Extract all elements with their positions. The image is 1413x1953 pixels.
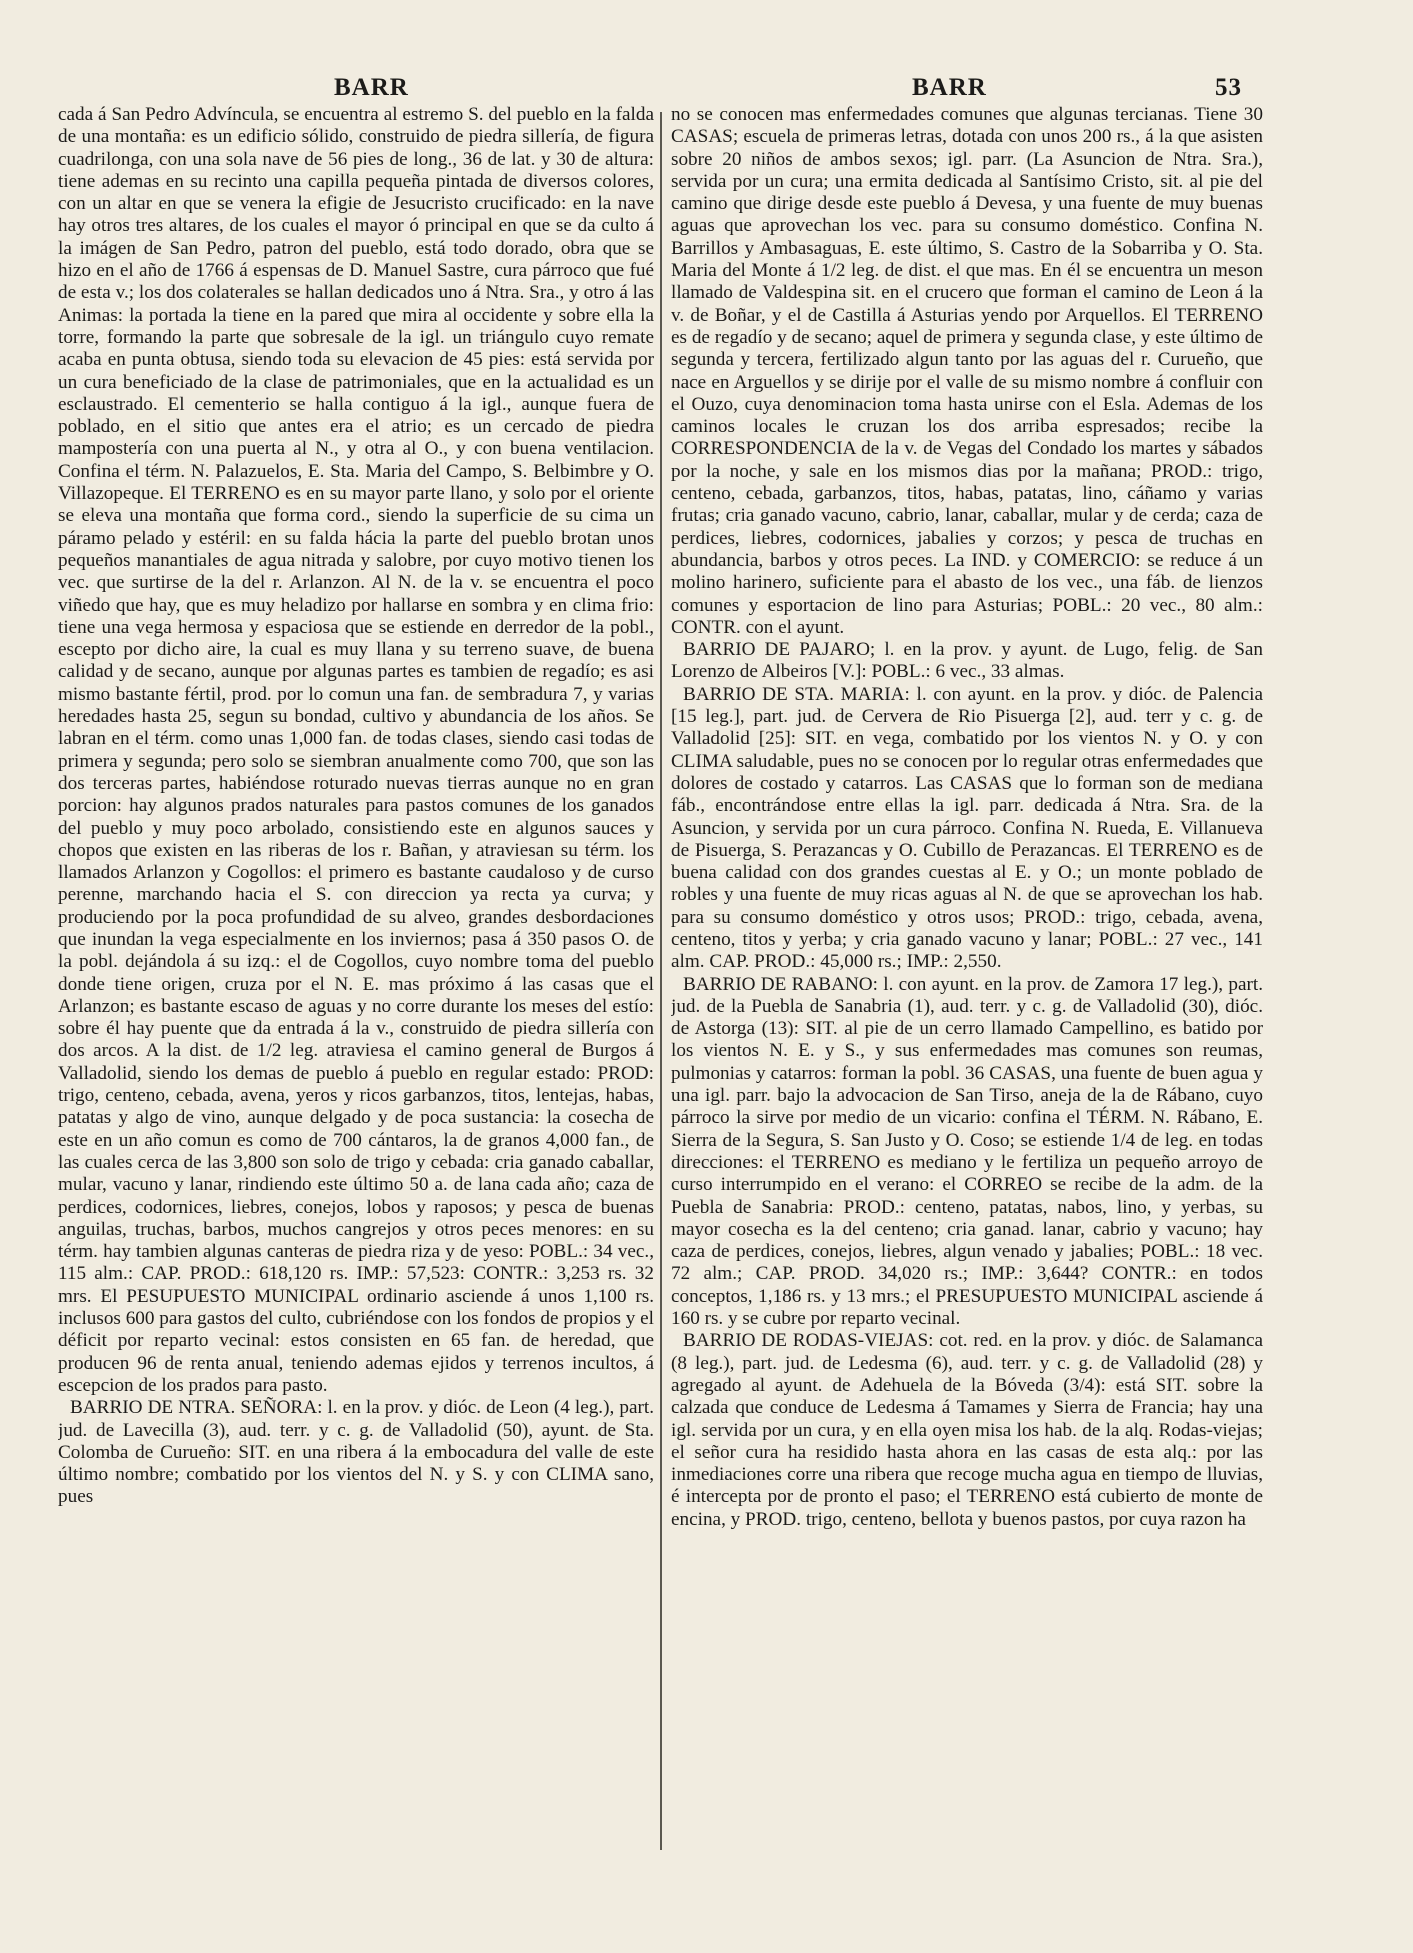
column-divider: [660, 112, 662, 1850]
right-column: [671, 104, 1263, 1849]
entry-paragraph: BARRIO DE RODAS-VIEJAS: cot. red. en la prov. y dióc. de Salamanca (8 leg.), part. jud. de Ledesma (6), aud. terr. y c. g. de Valladolid (28) y agregado al ayunt. de Adehuela de la Bóveda (3/4): está SIT. sobre la calzada que conduce de Ledesma á Tamames y Sierra de Francia; hay una igl. servida por un cura, y en ella oyen misa los hab. de la alq. Rodas-viejas; el señor cura ha residido hasta ahora en las casas de esta alq.: por las inmediaciones corre una ribera que recoge mucha agua en tiempo de lluvias, é intercepta por de pronto el paso; el TERRENO está cubierto de monte de encina, y PROD. trigo, centeno, bellota y buenos pastos, por cuya razon ha: [671, 1330, 1263, 1530]
entry-paragraph: BARRIO DE PAJARO; l. en la prov. y ayunt. de Lugo, felig. de San Lorenzo de Albeiros [V.]: POBL.: 6 vec., 33 almas.: [671, 639, 1263, 683]
left-column: [58, 104, 654, 1849]
entry-paragraph: BARRIO DE STA. MARIA: l. con ayunt. en la prov. y dióc. de Palencia [15 leg.], part. jud. de Cervera de Rio Pisuerga [2], aud. terr y c. g. de Valladolid [25]: SIT. en vega, combatido por los vientos N. y O. y con CLIMA saludable, pues no se conocen por lo regular otras enfermedades que dolores de costado y catarros. Las CASAS que lo forman son de mediana fáb., encontrándose entre ellas la igl. parr. dedicada á Ntra. Sra. de la Asuncion, y servida por un cura párroco. Confina N. Rueda, E. Villanueva de Pisuerga, S. Perazancas y O. Cubillo de Perazancas. El TERRENO es de buena calidad con dos grandes cuestas al E. y O.; un monte poblado de robles y una fuente de muy ricas aguas al N. de que se aprovechan los hab. para su consumo doméstico y otros usos; PROD.: trigo, cebada, avena, centeno, titos y yerba; y cria ganado vacuno y lanar; POBL.: 27 vec., 141 alm. CAP. PROD.: 45,000 rs.; IMP.: 2,550.: [671, 683, 1263, 973]
page-number: 53: [1215, 74, 1242, 101]
running-head-right: BARR: [912, 74, 987, 101]
paragraph: no se conocen mas enfermedades comunes que algunas tercianas. Tiene 30 CASAS; escuela de primeras letras, dotada con unos 200 rs., á la que asisten sobre 20 niños de ambos sexos; igl. parr. (La Asuncion de Ntra. Sra.), servida por un cura; una ermita dedicada al Santísimo Cristo, sit. al pie del camino que dirige desde este pueblo á Devesa, y una fuente de muy buenas aguas que aprovechan los vec. para su consumo doméstico. Confina N. Barrillos y Ambasaguas, E. este último, S. Castro de la Sobarriba y O. Sta. Maria del Monte á 1/2 leg. de dist. el que mas. En él se encuentra un meson llamado de Valdespina sit. en el crucero que forman el camino de Leon á la v. de Boñar, y el de Castilla á Asturias yendo por Arquellos. El TERRENO es de regadío y de secano; aquel de primera y segunda clase, y este último de segunda y tercera, fertilizado algun tanto por las aguas del r. Curueño, que nace en Arguellos y se dirije por el valle de su mismo nombre á confluir con el Ouzo, cuya denominacion toma hasta unirse con el Esla. Ademas de los caminos locales le cruzan los dos arriba espresados; recibe la CORRESPONDENCIA de la v. de Vegas del Condado los martes y sábados por la noche, y sale en los mismos dias por la mañana; PROD.: trigo, centeno, cebada, garbanzos, titos, habas, patatas, lino, cáñamo y varias frutas; cria ganado vacuno, cabrio, lanar, caballar, mular y de cerda; caza de perdices, liebres, codornices, jabalies y corzos; y pesca de truchas en abundancia, barbos y otros peces. La IND. y COMERCIO: se reduce á un molino harinero, suficiente para el abasto de los vec., una fáb. de lienzos comunes y esportacion de lino para Asturias; POBL.: 20 vec., 80 alm.: CONTR. con el ayunt.: [671, 104, 1263, 638]
paragraph: cada á San Pedro Advíncula, se encuentra al estremo S. del pueblo en la falda de una montaña: es un edificio sólido, construido de piedra sillería, de figura cuadrilonga, con una sola nave de 56 pies de long., 36 de lat. y 30 de altura: tiene ademas en su recinto una capilla pequeña pintada de diversos colores, con un altar en que se venera la efigie de Jesucristo crucificado: en la nave hay otros tres altares, de los cuales el mayor ó principal en que se da culto á la imágen de San Pedro, patron del pueblo, está todo dorado, obra que se hizo en el año de 1766 á espensas de D. Manuel Sastre, cura párroco que fué de esta v.; los dos colaterales se hallan dedicados uno á Ntra. Sra., y otro á las Animas: la portada la tiene en la pared que mira al occidente y sobre ella la torre, formando la parte que sobresale de la igl. un triángulo cuyo remate acaba en punta obtusa, siendo toda su elevacion de 45 pies: está servida por un cura beneficiado de la clase de patrimoniales, que en la actualidad es un esclaustrado. El cementerio se halla contiguo á la igl., aunque fuera de poblado, en el sitio que antes era el atrio; es un cercado de piedra mampostería con una puerta al N., y otra al O., y con buena ventilacion. Confina el térm. N. Palazuelos, E. Sta. Maria del Campo, S. Belbimbre y O. Villazopeque. El TERRENO es en su mayor parte llano, y solo por el oriente se eleva una montaña que forma cord., siendo la superficie de su cima un páramo pelado y estéril: en su falda hácia la parte del pueblo brotan unos pequeños manantiales de agua nitrada y salobre, por cuyo motivo tienen los vec. que surtirse de la del r. Arlanzon. Al N. de la v. se encuentra el poco viñedo que hay, que es muy heladizo por hallarse en sombra y en clima frio: tiene una vega hermosa y espaciosa que se estiende en derredor de la pobl., escepto por dicho aire, la cual es muy llana y su terreno suave, de buena calidad y de secano, aunque por algunas partes es tambien de regadío; es asi mismo bastante fértil, prod. por lo comun una fan. de sembradura 7, y varias heredades hasta 25, segun su bondad, cultivo y abundancia de los años. Se labran en el térm. como unas 1,000 fan. de todas clases, siendo casi todas de primera y segunda; pero solo se siembran anualmente como 700, que son las dos terceras partes, habiéndose roturado nuevas tierras aunque no en gran porcion: hay algunos prados naturales para pastos comunes de los ganados del pueblo y muy poco arbolado, consistiendo este en algunos sauces y chopos que existen en las riberas de los r. Bañan, y atraviesan su térm. los llamados Arlanzon y Cogollos: el primero es bastante caudaloso y de curso perenne, marchando hacia el S. con direccion ya recta ya curva; y produciendo por la poca profundidad de su alveo, grandes desbordaciones que inundan la vega especialmente en los inviernos; pasa á 350 pasos O. de la pobl. dejándola á su izq.: el de Cogollos, cuyo nombre toma del pueblo donde tiene origen, cruza por el N. E. mas próximo á las casas que el Arlanzon; es bastante escaso de aguas y no corre durante los meses del estío: sobre él hay puente que da entrada á la v., construido de piedra sillería con dos arcos. A la dist. de 1/2 leg. atraviesa el camino general de Burgos á Valladolid, siendo los demas de pueblo á pueblo en regular estado: PROD: trigo, centeno, cebada, avena, yeros y ricos garbanzos, titos, lentejas, habas, patatas y algo de vino, aunque delgado y de poca sustancia: la cosecha de este en un año comun es como de 700 cántaros, la de granos 4,000 fan., de las cuales cerca de las 3,800 son solo de trigo y cebada: cria ganado caballar, mular, vacuno y lanar, rindiendo este último 50 a. de lana cada año; caza de perdices, codornices, liebres, conejos, lobos y raposos; y pesca de buenas anguilas, truchas, barbos, muchos cangrejos y otros peces menores: en su térm. hay tambien algunas canteras de piedra riza y de yeso: POBL.: 34 vec., 115 alm.: CAP. PROD.: 618,120 rs. IMP.: 57,523: CONTR.: 3,253 rs. 32 mrs. El PESUPUESTO MUNICIPAL ordinario asciende á unos 1,100 rs. inclusos 600 para gastos del culto, cubriéndose con los fondos de propios y el déficit por reparto vecinal: estos consisten en 65 fan. de heredad, que producen 96 de renta anual, teniendo ademas ejidos y terrenos incultos, á escepcion de los prados para pasto.: [58, 104, 654, 1396]
entry-paragraph: BARRIO DE RABANO: l. con ayunt. en la prov. de Zamora 17 leg.), part. jud. de la Puebla de Sanabria (1), aud. terr. y c. g. de Valladolid (30), dióc. de Astorga (13): SIT. al pie de un cerro llamado Campellino, es batido por los vientos N. E. y S., y sus enfermedades mas comunes son reumas, pulmonias y catarros: forman la pobl. 36 CASAS, una fuente de buen agua y una igl. parr. bajo la advocacion de San Tirso, aneja de la de Rábano, cuyo párroco la sirve por medio de un vicario: confina el TÉRM. N. Rábano, E. Sierra de la Segura, S. San Justo y O. Coso; se estiende 1/4 de leg. en todas direcciones: el TERRENO es mediano y le fertiliza un pequeño arroyo de curso interrumpido en el verano: el CORREO se recibe de la adm. de la Puebla de Sanabria: PROD.: centeno, patatas, nabos, lino, y yerbas, su mayor cosecha es la del centeno; cria ganad. lanar, cabrio y vacuno; hay caza de perdices, conejos, liebres, algun venado y jabalies; POBL.: 18 vec. 72 alm.; CAP. PROD. 34,020 rs.; IMP.: 3,644? CONTR.: en todos conceptos, 1,186 rs. y 13 mrs.; el PRESUPUESTO MUNICIPAL asciende á 160 rs. y se cubre por reparto vecinal.: [671, 973, 1263, 1330]
entry-paragraph: BARRIO DE NTRA. SEÑORA: l. en la prov. y dióc. de Leon (4 leg.), part. jud. de Lavecilla (3), aud. terr. y c. g. de Valladolid (50), ayunt. de Sta. Colomba de Curueño: SIT. en una ribera á la embocadura del valle de este último nombre; combatido por los vientos del N. y S. y con CLIMA sano, pues: [58, 1397, 654, 1508]
running-head-left: BARR: [334, 74, 409, 101]
